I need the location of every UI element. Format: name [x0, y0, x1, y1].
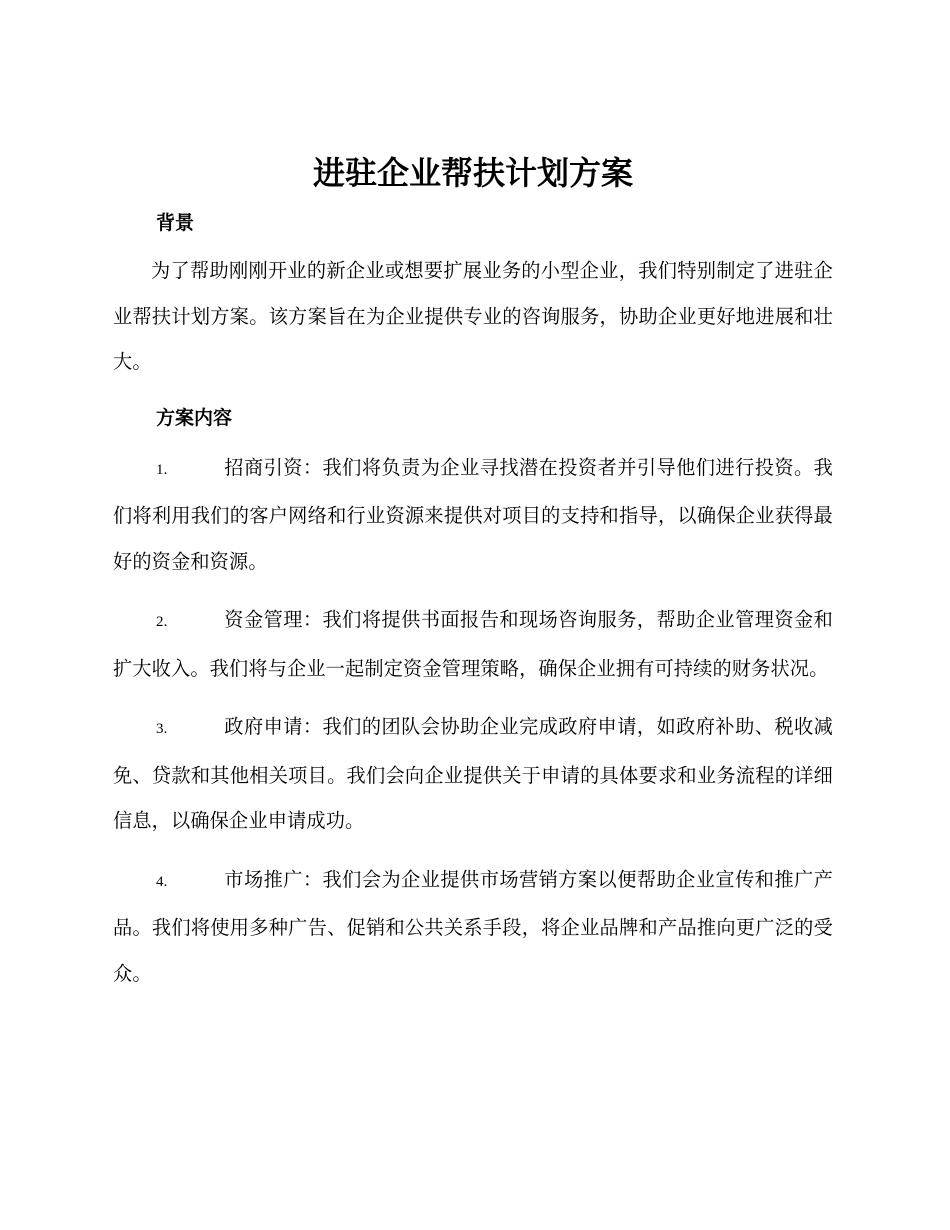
list-item: [113, 445, 833, 585]
list-item-text: 政府申请：我们的团队会协助企业完成政府申请，如政府补助、税收减免、贷款和其他相关项目。我们会向企业提供关于申请的具体要求和业务流程的详细信息，以确保企业申请成功。: [113, 715, 833, 832]
content-list: [113, 445, 833, 997]
list-item: [113, 597, 833, 691]
list-item-text: 招商引资：我们将负责为企业寻找潜在投资者并引导他们进行投资。我们将利用我们的客户网络和行业资源来提供对项目的支持和指导，以确保企业获得最好的资金和资源。: [113, 455, 833, 573]
list-item: [113, 857, 833, 997]
section-heading-content: 方案内容: [156, 406, 233, 429]
section-heading-background: 背景: [156, 212, 195, 234]
list-item-text: 资金管理：我们将提供书面报告和现场咨询服务，帮助企业管理资金和扩大收入。我们将与企业一起制定资金管理策略，确保企业拥有可持续的财务状况。: [113, 608, 833, 680]
list-item-number: 4.: [156, 873, 168, 890]
list-item-number: 3.: [156, 721, 168, 737]
background-paragraph: 为了帮助刚刚开业的新企业或想要扩展业务的小型企业，我们特别制定了进驻企业帮扶计划方案。该方案旨在为企业提供专业的咨询服务，协助企业更好地进展和壮大。: [113, 259, 833, 373]
list-item-number: 2.: [156, 614, 168, 630]
document-page: [113, 150, 833, 996]
list-item-number: 1.: [156, 461, 168, 478]
list-item: [113, 704, 833, 844]
list-item-text: 市场推广：我们会为企业提供市场营销方案以便帮助企业宣传和推广产品。我们将使用多种广告、促销和公共关系手段，将企业品牌和产品推向更广泛的受众。: [113, 867, 833, 985]
document-title: 进驻企业帮扶计划方案: [312, 154, 633, 192]
